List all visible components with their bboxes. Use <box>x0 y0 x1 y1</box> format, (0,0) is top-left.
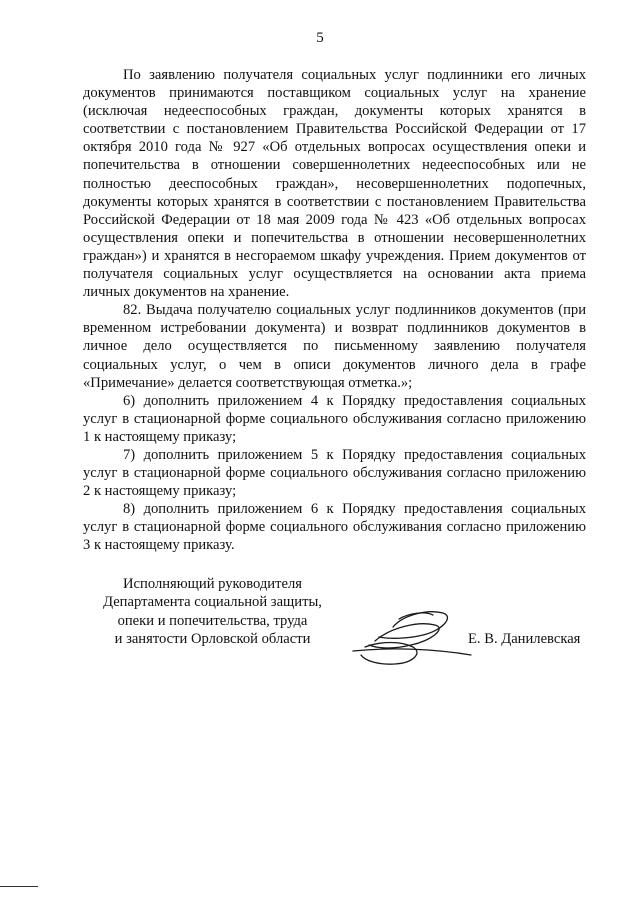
paragraph-item-6: 6) дополнить приложением 4 к Порядку предоставления социальных услуг в стационарной форме социального обслуживания согласно приложению 1 к настоящему приказу; <box>83 392 586 445</box>
signature-block <box>85 575 590 665</box>
handwritten-signature <box>335 597 475 669</box>
signer-title-line: опеки и попечительства, труда <box>117 612 308 629</box>
paragraph-item-8: 8) дополнить приложением 6 к Порядку предоставления социальных услуг в стационарной форме социального обслуживания согласно приложению 3 к настоящему приказу. <box>83 501 586 554</box>
paragraph-item-7: 7) дополнить приложением 5 к Порядку предоставления социальных услуг в стационарной форме социального обслуживания согласно приложению 2 к настоящему приказу; <box>83 446 586 500</box>
signer-title <box>85 575 340 649</box>
signer-title-line: Исполняющий руководителя <box>123 576 302 592</box>
footer-rule <box>0 886 38 887</box>
signer-title-line: и занятости Орловской области <box>114 631 311 648</box>
document-body <box>83 66 586 555</box>
paragraph-document-storage: По заявлению получателя социальных услуг подлинники его личных документов принимаются поставщиком социальных услуг на хранение (исключая недееспособных граждан, документы которых хранятся в соответствии с постановлением Правительства Российской Федерации от 17 октября 2010 года № 927 «Об отдельных вопросах осуществления опеки и попечительства в отношении совершеннолетних недееспособных или не полностью дееспособных граждан», несовершеннолетних подопечных, документы которых хранятся в соответствии с постановлением Правительства Российской Федерации от 18 мая 2009 года № 423 «Об отдельных вопросах осуществления опеки и попечительства в отношении несовершеннолетних граждан») и хранятся в несгораемом шкафу учреждения. Прием документов от получателя социальных услуг осуществляется на основании акта приема личных документов на хранение. <box>83 67 586 301</box>
paragraph-82: 82. Выдача получателю социальных услуг подлинников документов (при временном истребовании документа) и возврат подлинников документов в личное дело осуществляется по письменному заявлению получателя социальных услуг, о чем в описи документов личного дела в графе «Примечание» делается соответствующая отметка.»; <box>83 302 586 391</box>
signer-title-line: Департамента социальной защиты, <box>103 594 322 611</box>
page-number: 5 <box>316 30 324 46</box>
signer-name: Е. В. Данилевская <box>468 631 581 647</box>
